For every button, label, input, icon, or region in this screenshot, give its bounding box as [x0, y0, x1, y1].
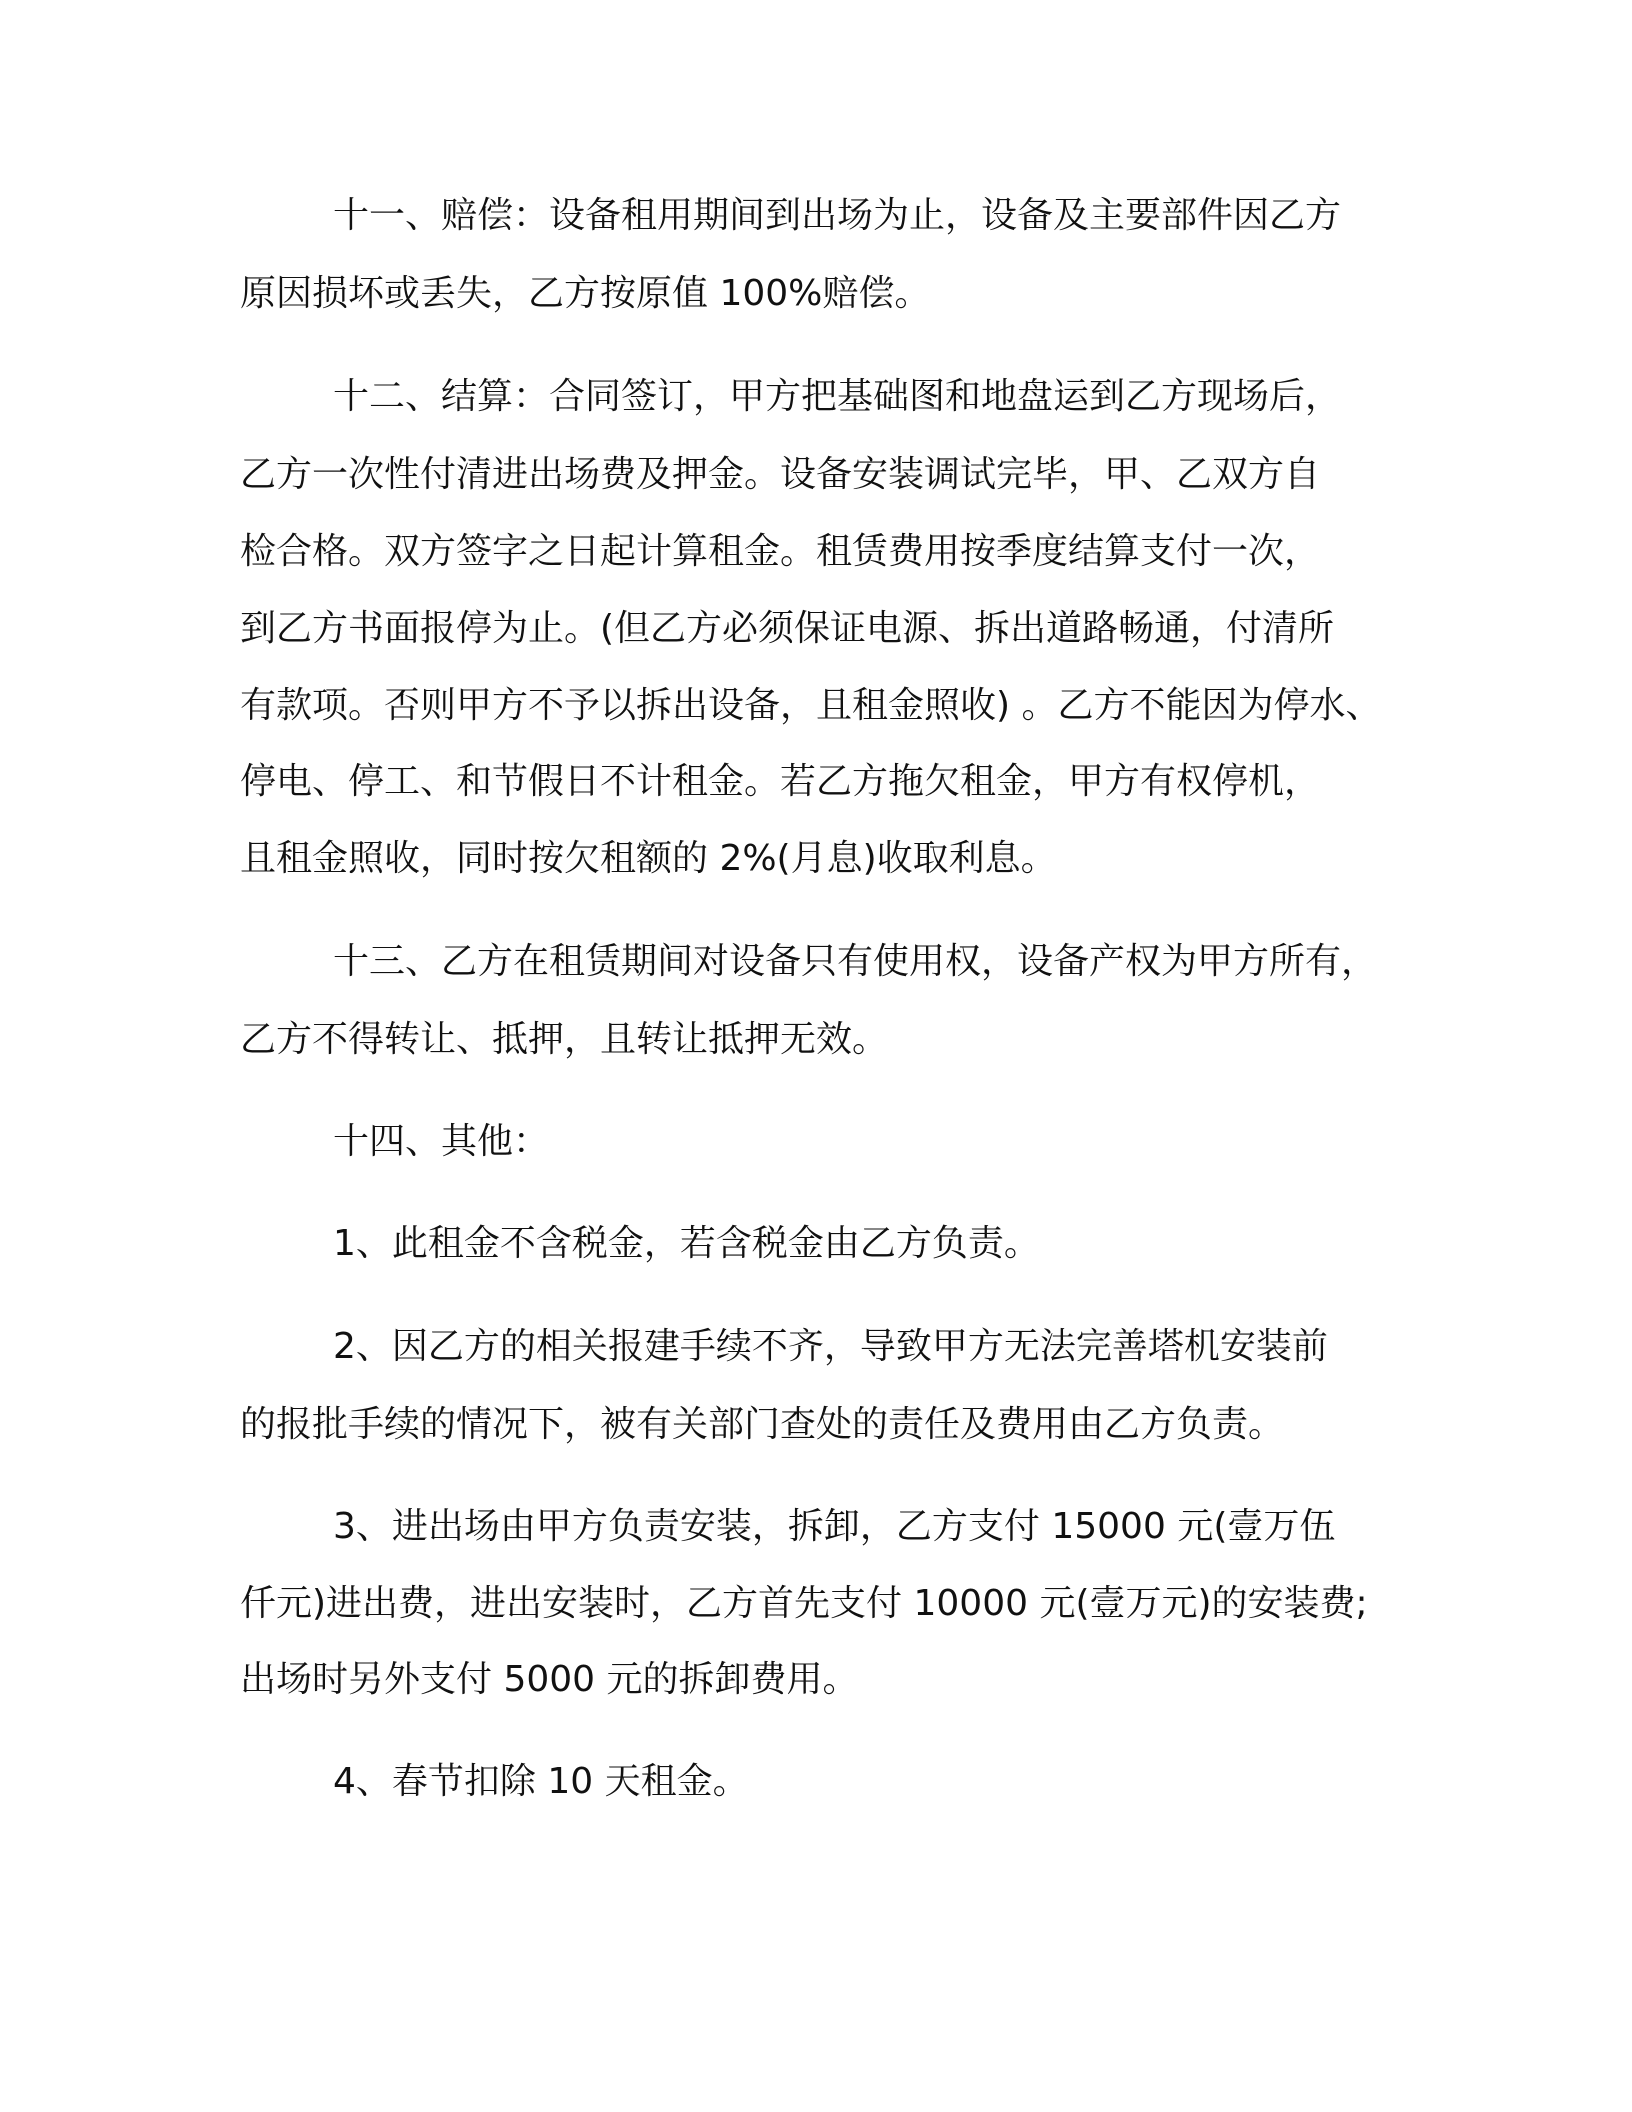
clause-12-line-1: 十二、结算：合同签订，甲方把基础图和地盘运到乙方现场后， [333, 376, 1342, 417]
clause-12-line-6: 停电、停工、和节假日不计租金。若乙方拖欠租金，甲方有权停机， [240, 761, 1321, 802]
clause-13-line-1: 十三、乙方在租赁期间对设备只有使用权，设备产权为甲方所有， [333, 941, 1378, 982]
clause-14-item-3-line-3: 出场时另外支付 5000 元的拆卸费用。 [240, 1659, 859, 1700]
clause-12-line-7: 且租金照收，同时按欠租额的 2%(月息)收取利息。 [240, 838, 1057, 879]
clause-14-item-3-line-1: 3、进出场由甲方负责安装，拆卸，乙方支付 15000 元(壹万伍 [333, 1506, 1336, 1547]
clause-11-line-1: 十一、赔偿：设备租用期间到出场为止，设备及主要部件因乙方 [333, 195, 1342, 236]
clause-14-item-3-line-2: 仟元)进出费，进出安装时，乙方首先支付 10000 元(壹万元)的安装费; [240, 1583, 1368, 1624]
clause-14-item-2-line-1: 2、因乙方的相关报建手续不齐，导致甲方无法完善塔机安装前 [333, 1326, 1328, 1367]
clause-14-item-4: 4、春节扣除 10 天租金。 [333, 1761, 749, 1802]
clause-14-heading: 十四、其他： [333, 1121, 550, 1162]
clause-12-line-2: 乙方一次性付清进出场费及押金。设备安装调试完毕，甲、乙双方自 [240, 454, 1321, 495]
clause-11-line-2: 原因损坏或丢失，乙方按原值 100%赔偿。 [240, 273, 931, 314]
clause-14-item-1: 1、此租金不含税金，若含税金由乙方负责。 [333, 1223, 1040, 1264]
clause-12-line-3: 检合格。双方签字之日起计算租金。租赁费用按季度结算支付一次， [240, 531, 1321, 572]
clause-12-line-5: 有款项。否则甲方不予以拆出设备，且租金照收) 。乙方不能因为停水、 [240, 685, 1382, 726]
clause-12-line-4: 到乙方书面报停为止。(但乙方必须保证电源、拆出道路畅通，付清所 [240, 608, 1335, 649]
clause-14-item-2-line-2: 的报批手续的情况下，被有关部门查处的责任及费用由乙方负责。 [240, 1404, 1285, 1445]
clause-13-line-2: 乙方不得转让、抵押，且转让抵押无效。 [240, 1019, 889, 1060]
